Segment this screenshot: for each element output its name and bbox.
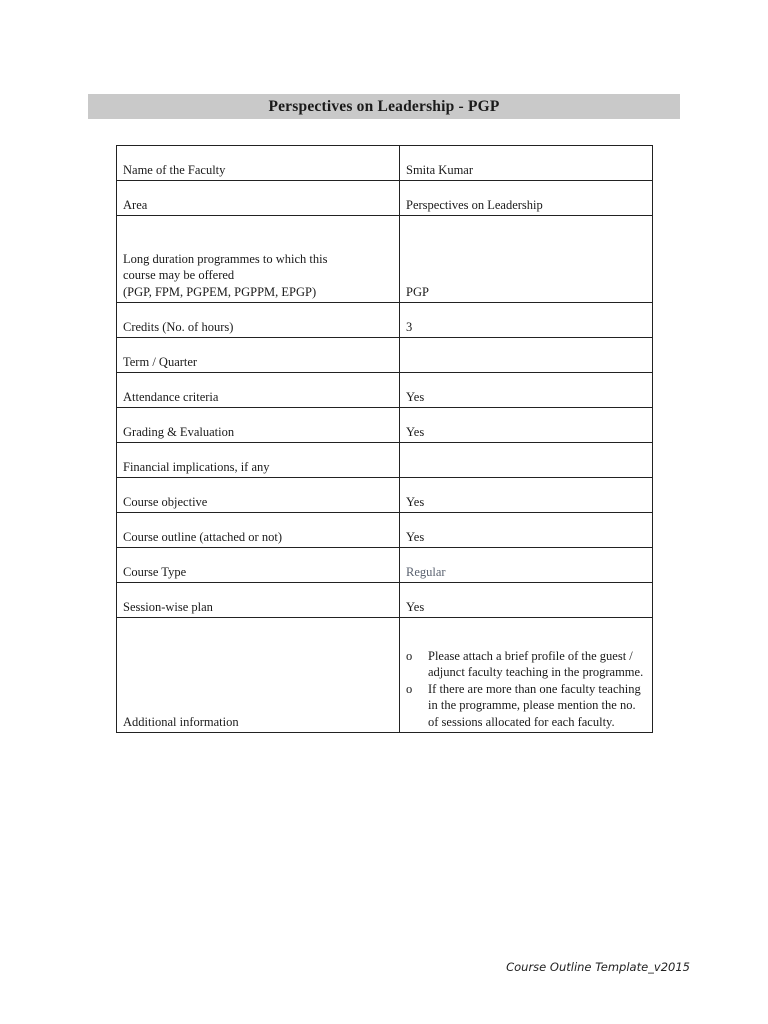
note-text: Please attach a brief profile of the guest / adjunct faculty teaching in the programme.	[428, 648, 644, 679]
row-value: Yes	[400, 373, 653, 408]
table-row	[117, 338, 653, 373]
row-label: Course Type	[117, 548, 400, 583]
list-item	[406, 648, 646, 681]
bullet-icon: o	[406, 681, 413, 696]
row-value: Yes	[400, 583, 653, 618]
bullet-icon: o	[406, 648, 413, 663]
row-value	[400, 338, 653, 373]
note-text: If there are more than one faculty teaching in the programme, please mention the no. of sessions allocated for each faculty.	[428, 681, 641, 729]
table-row	[117, 548, 653, 583]
table-row	[117, 513, 653, 548]
table-row	[117, 373, 653, 408]
document-title: Perspectives on Leadership - PGP	[88, 94, 680, 119]
table-row	[117, 146, 653, 181]
row-value: Smita Kumar	[400, 146, 653, 181]
row-label: Name of the Faculty	[117, 146, 400, 181]
row-value: Yes	[400, 408, 653, 443]
row-label: Term / Quarter	[117, 338, 400, 373]
table-row	[117, 303, 653, 338]
row-value: 3	[400, 303, 653, 338]
table-row	[117, 408, 653, 443]
table-row	[117, 443, 653, 478]
row-label: Grading & Evaluation	[117, 408, 400, 443]
table-row	[117, 618, 653, 733]
course-outline-table	[116, 145, 653, 733]
row-label: Course outline (attached or not)	[117, 513, 400, 548]
row-label: Session-wise plan	[117, 583, 400, 618]
row-label-line: course may be offered	[123, 268, 235, 282]
row-label: Course objective	[117, 478, 400, 513]
list-item	[406, 681, 646, 731]
table-row	[117, 181, 653, 216]
row-label: Attendance criteria	[117, 373, 400, 408]
row-value	[400, 443, 653, 478]
row-value: PGP	[400, 216, 653, 303]
row-label: Area	[117, 181, 400, 216]
table-row	[117, 478, 653, 513]
table-row	[117, 583, 653, 618]
row-label-line: (PGP, FPM, PGPEM, PGPPM, EPGP)	[123, 284, 317, 299]
row-label: Additional information	[117, 618, 400, 733]
row-value: Regular	[400, 548, 653, 583]
row-label: Credits (No. of hours)	[117, 303, 400, 338]
row-value	[400, 618, 653, 733]
table-row	[117, 216, 653, 303]
row-value: Yes	[400, 513, 653, 548]
additional-notes-list	[406, 648, 646, 731]
row-label	[117, 216, 400, 303]
row-value: Yes	[400, 478, 653, 513]
row-label-line: Long duration programmes to which this	[123, 251, 328, 266]
footer-template-version: Course Outline Template_v2015	[506, 960, 690, 974]
row-value: Perspectives on Leadership	[400, 181, 653, 216]
row-label: Financial implications, if any	[117, 443, 400, 478]
